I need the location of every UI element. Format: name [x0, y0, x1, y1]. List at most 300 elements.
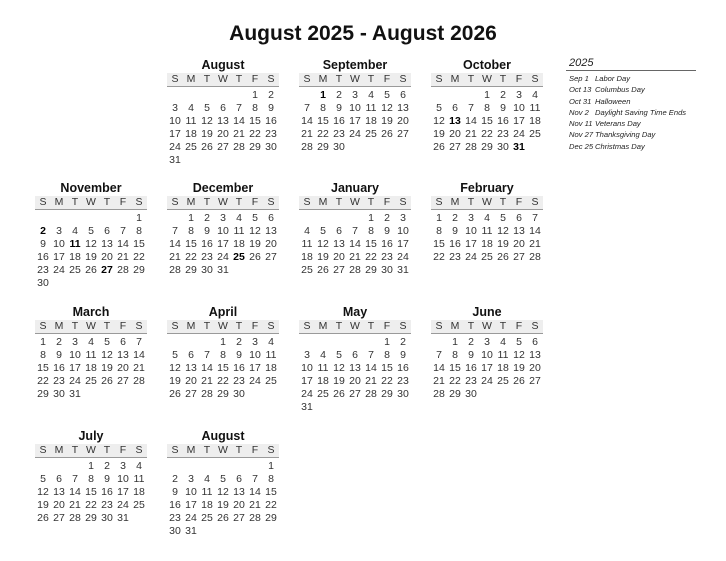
- day-cell[interactable]: 13: [349, 362, 361, 374]
- day-cell[interactable]: 6: [336, 225, 342, 237]
- day-cell[interactable]: 19: [249, 238, 261, 250]
- day-cell[interactable]: 1: [384, 336, 390, 348]
- day-cell[interactable]: 23: [465, 375, 477, 387]
- day-cell[interactable]: 3: [304, 349, 310, 361]
- day-cell[interactable]: 18: [133, 486, 145, 498]
- day-cell[interactable]: 18: [365, 115, 377, 127]
- day-cell[interactable]: 16: [53, 362, 65, 374]
- day-cell[interactable]: 10: [249, 349, 261, 361]
- day-cell[interactable]: 20: [333, 251, 345, 263]
- day-cell[interactable]: 23: [265, 128, 277, 140]
- day-cell[interactable]: 21: [169, 251, 181, 263]
- day-cell[interactable]: 3: [484, 336, 490, 348]
- day-cell[interactable]: 17: [117, 486, 129, 498]
- day-cell[interactable]: 30: [497, 141, 509, 153]
- day-cell[interactable]: 9: [204, 225, 210, 237]
- day-cell[interactable]: 23: [201, 251, 213, 263]
- day-cell[interactable]: 19: [37, 499, 49, 511]
- day-cell[interactable]: 4: [532, 89, 538, 101]
- day-cell[interactable]: 14: [201, 362, 213, 374]
- day-cell[interactable]: 3: [400, 212, 406, 224]
- day-cell[interactable]: 9: [452, 225, 458, 237]
- day-cell[interactable]: 2: [40, 225, 46, 237]
- day-cell[interactable]: 21: [529, 238, 541, 250]
- day-cell[interactable]: 8: [436, 225, 442, 237]
- day-cell[interactable]: 6: [352, 349, 358, 361]
- day-cell[interactable]: 15: [249, 115, 261, 127]
- day-cell[interactable]: 8: [252, 102, 258, 114]
- day-cell[interactable]: 6: [400, 89, 406, 101]
- day-cell[interactable]: 13: [53, 486, 65, 498]
- day-cell[interactable]: 6: [104, 225, 110, 237]
- day-cell[interactable]: 21: [301, 128, 313, 140]
- day-cell[interactable]: 22: [265, 499, 277, 511]
- day-cell[interactable]: 29: [85, 512, 97, 524]
- day-cell[interactable]: 14: [529, 225, 541, 237]
- day-cell[interactable]: 2: [56, 336, 62, 348]
- day-cell[interactable]: 27: [217, 141, 229, 153]
- day-cell[interactable]: 24: [249, 375, 261, 387]
- day-cell[interactable]: 3: [56, 225, 62, 237]
- day-cell[interactable]: 5: [516, 336, 522, 348]
- day-cell[interactable]: 31: [117, 512, 129, 524]
- day-cell[interactable]: 19: [381, 115, 393, 127]
- day-cell[interactable]: 14: [133, 349, 145, 361]
- day-cell[interactable]: 12: [333, 362, 345, 374]
- day-cell[interactable]: 11: [317, 362, 329, 374]
- day-cell[interactable]: 18: [497, 362, 509, 374]
- day-cell[interactable]: 29: [365, 264, 377, 276]
- day-cell[interactable]: 12: [497, 225, 509, 237]
- day-cell[interactable]: 19: [101, 362, 113, 374]
- day-cell[interactable]: 6: [532, 336, 538, 348]
- day-cell[interactable]: 29: [217, 388, 229, 400]
- day-cell[interactable]: 16: [497, 115, 509, 127]
- day-cell[interactable]: 6: [188, 349, 194, 361]
- day-cell[interactable]: 6: [452, 102, 458, 114]
- day-cell[interactable]: 20: [513, 238, 525, 250]
- day-cell[interactable]: 10: [69, 349, 81, 361]
- day-cell[interactable]: 8: [188, 225, 194, 237]
- day-cell[interactable]: 29: [317, 141, 329, 153]
- day-cell[interactable]: 15: [449, 362, 461, 374]
- day-cell[interactable]: 23: [333, 128, 345, 140]
- day-cell[interactable]: 2: [236, 336, 242, 348]
- day-cell[interactable]: 21: [433, 375, 445, 387]
- day-cell[interactable]: 5: [384, 89, 390, 101]
- day-cell[interactable]: 3: [172, 102, 178, 114]
- day-cell[interactable]: 24: [301, 388, 313, 400]
- day-cell[interactable]: 26: [217, 512, 229, 524]
- day-cell[interactable]: 13: [397, 102, 409, 114]
- day-cell[interactable]: 21: [465, 128, 477, 140]
- day-cell[interactable]: 17: [69, 362, 81, 374]
- day-cell[interactable]: 11: [233, 225, 245, 237]
- day-cell[interactable]: 15: [37, 362, 49, 374]
- day-cell[interactable]: 2: [468, 336, 474, 348]
- day-cell[interactable]: 29: [133, 264, 145, 276]
- day-cell[interactable]: 7: [436, 349, 442, 361]
- day-cell[interactable]: 25: [365, 128, 377, 140]
- day-cell[interactable]: 25: [201, 512, 213, 524]
- day-cell[interactable]: 25: [497, 375, 509, 387]
- day-cell[interactable]: 30: [169, 525, 181, 537]
- day-cell[interactable]: 1: [436, 212, 442, 224]
- day-cell[interactable]: 30: [53, 388, 65, 400]
- day-cell[interactable]: 2: [384, 212, 390, 224]
- day-cell[interactable]: 25: [265, 375, 277, 387]
- day-cell[interactable]: 1: [368, 212, 374, 224]
- day-cell[interactable]: 17: [397, 238, 409, 250]
- day-cell[interactable]: 18: [85, 362, 97, 374]
- day-cell[interactable]: 27: [265, 251, 277, 263]
- day-cell[interactable]: 10: [53, 238, 65, 250]
- day-cell[interactable]: 3: [188, 473, 194, 485]
- day-cell[interactable]: 13: [117, 349, 129, 361]
- day-cell[interactable]: 28: [465, 141, 477, 153]
- day-cell[interactable]: 4: [500, 336, 506, 348]
- day-cell[interactable]: 16: [265, 115, 277, 127]
- day-cell[interactable]: 16: [465, 362, 477, 374]
- day-cell[interactable]: 17: [301, 375, 313, 387]
- day-cell[interactable]: 8: [452, 349, 458, 361]
- day-cell[interactable]: 23: [169, 512, 181, 524]
- day-cell[interactable]: 20: [101, 251, 113, 263]
- day-cell[interactable]: 25: [85, 375, 97, 387]
- day-cell[interactable]: 27: [333, 264, 345, 276]
- day-cell[interactable]: 28: [365, 388, 377, 400]
- day-cell[interactable]: 11: [497, 349, 509, 361]
- day-cell[interactable]: 8: [268, 473, 274, 485]
- day-cell[interactable]: 8: [484, 102, 490, 114]
- day-cell[interactable]: 25: [301, 264, 313, 276]
- day-cell[interactable]: 25: [185, 141, 197, 153]
- day-cell[interactable]: 11: [133, 473, 145, 485]
- day-cell[interactable]: 3: [220, 212, 226, 224]
- day-cell[interactable]: 26: [249, 251, 261, 263]
- day-cell[interactable]: 22: [217, 375, 229, 387]
- day-cell[interactable]: 9: [336, 102, 342, 114]
- day-cell[interactable]: 30: [381, 264, 393, 276]
- day-cell[interactable]: 20: [53, 499, 65, 511]
- day-cell[interactable]: 15: [365, 238, 377, 250]
- day-cell[interactable]: 21: [117, 251, 129, 263]
- day-cell[interactable]: 5: [40, 473, 46, 485]
- day-cell[interactable]: 24: [53, 264, 65, 276]
- day-cell[interactable]: 5: [172, 349, 178, 361]
- day-cell[interactable]: 21: [133, 362, 145, 374]
- day-cell[interactable]: 16: [169, 499, 181, 511]
- day-cell[interactable]: 30: [201, 264, 213, 276]
- day-cell[interactable]: 17: [169, 128, 181, 140]
- day-cell[interactable]: 26: [201, 141, 213, 153]
- day-cell[interactable]: 19: [513, 362, 525, 374]
- day-cell[interactable]: 2: [172, 473, 178, 485]
- day-cell[interactable]: 14: [249, 486, 261, 498]
- day-cell[interactable]: 24: [513, 128, 525, 140]
- day-cell[interactable]: 29: [381, 388, 393, 400]
- day-cell[interactable]: 25: [133, 499, 145, 511]
- day-cell[interactable]: 7: [72, 473, 78, 485]
- day-cell[interactable]: 26: [169, 388, 181, 400]
- day-cell[interactable]: 29: [449, 388, 461, 400]
- day-cell[interactable]: 20: [397, 115, 409, 127]
- day-cell[interactable]: 18: [185, 128, 197, 140]
- day-cell[interactable]: 15: [133, 238, 145, 250]
- day-cell[interactable]: 25: [481, 251, 493, 263]
- day-cell[interactable]: 15: [481, 115, 493, 127]
- day-cell[interactable]: 28: [529, 251, 541, 263]
- day-cell[interactable]: 9: [172, 486, 178, 498]
- day-cell[interactable]: 1: [40, 336, 46, 348]
- day-cell[interactable]: 6: [268, 212, 274, 224]
- day-cell[interactable]: 26: [85, 264, 97, 276]
- day-cell[interactable]: 4: [304, 225, 310, 237]
- day-cell[interactable]: 27: [53, 512, 65, 524]
- day-cell[interactable]: 9: [500, 102, 506, 114]
- day-cell[interactable]: 11: [365, 102, 377, 114]
- day-cell[interactable]: 24: [117, 499, 129, 511]
- day-cell[interactable]: 4: [236, 212, 242, 224]
- day-cell[interactable]: 4: [204, 473, 210, 485]
- day-cell[interactable]: 15: [433, 238, 445, 250]
- day-cell[interactable]: 30: [233, 388, 245, 400]
- day-cell[interactable]: 15: [265, 486, 277, 498]
- day-cell[interactable]: 29: [185, 264, 197, 276]
- day-cell[interactable]: 30: [333, 141, 345, 153]
- day-cell[interactable]: 26: [317, 264, 329, 276]
- day-cell[interactable]: 10: [217, 225, 229, 237]
- day-cell[interactable]: 11: [185, 115, 197, 127]
- day-cell[interactable]: 10: [465, 225, 477, 237]
- day-cell[interactable]: 28: [433, 388, 445, 400]
- day-cell[interactable]: 14: [301, 115, 313, 127]
- day-cell[interactable]: 12: [169, 362, 181, 374]
- day-cell[interactable]: 5: [320, 225, 326, 237]
- day-cell[interactable]: 28: [249, 512, 261, 524]
- day-cell[interactable]: 17: [481, 362, 493, 374]
- day-cell[interactable]: 1: [320, 89, 326, 101]
- day-cell[interactable]: 27: [449, 141, 461, 153]
- day-cell[interactable]: 22: [317, 128, 329, 140]
- day-cell[interactable]: 16: [37, 251, 49, 263]
- day-cell[interactable]: 3: [468, 212, 474, 224]
- day-cell[interactable]: 18: [481, 238, 493, 250]
- day-cell[interactable]: 16: [449, 238, 461, 250]
- day-cell[interactable]: 8: [40, 349, 46, 361]
- day-cell[interactable]: 13: [233, 486, 245, 498]
- day-cell[interactable]: 22: [481, 128, 493, 140]
- day-cell[interactable]: 21: [349, 251, 361, 263]
- day-cell[interactable]: 12: [317, 238, 329, 250]
- day-cell[interactable]: 12: [217, 486, 229, 498]
- day-cell[interactable]: 22: [249, 128, 261, 140]
- day-cell[interactable]: 18: [265, 362, 277, 374]
- day-cell[interactable]: 16: [101, 486, 113, 498]
- day-cell[interactable]: 22: [433, 251, 445, 263]
- day-cell[interactable]: 23: [449, 251, 461, 263]
- day-cell[interactable]: 12: [381, 102, 393, 114]
- day-cell[interactable]: 22: [85, 499, 97, 511]
- day-cell[interactable]: 20: [449, 128, 461, 140]
- day-cell[interactable]: 9: [268, 102, 274, 114]
- day-cell[interactable]: 2: [452, 212, 458, 224]
- day-cell[interactable]: 2: [500, 89, 506, 101]
- day-cell[interactable]: 26: [433, 141, 445, 153]
- day-cell[interactable]: 31: [397, 264, 409, 276]
- day-cell[interactable]: 19: [169, 375, 181, 387]
- day-cell[interactable]: 3: [516, 89, 522, 101]
- day-cell[interactable]: 25: [529, 128, 541, 140]
- day-cell[interactable]: 14: [433, 362, 445, 374]
- day-cell[interactable]: 4: [368, 89, 374, 101]
- day-cell[interactable]: 6: [56, 473, 62, 485]
- day-cell[interactable]: 27: [101, 264, 113, 276]
- day-cell[interactable]: 25: [317, 388, 329, 400]
- day-cell[interactable]: 15: [381, 362, 393, 374]
- day-cell[interactable]: 10: [301, 362, 313, 374]
- day-cell[interactable]: 20: [529, 362, 541, 374]
- day-cell[interactable]: 23: [233, 375, 245, 387]
- day-cell[interactable]: 9: [40, 238, 46, 250]
- day-cell[interactable]: 9: [56, 349, 62, 361]
- day-cell[interactable]: 8: [384, 349, 390, 361]
- day-cell[interactable]: 21: [201, 375, 213, 387]
- day-cell[interactable]: 16: [397, 362, 409, 374]
- day-cell[interactable]: 8: [368, 225, 374, 237]
- day-cell[interactable]: 12: [101, 349, 113, 361]
- day-cell[interactable]: 10: [185, 486, 197, 498]
- day-cell[interactable]: 17: [53, 251, 65, 263]
- day-cell[interactable]: 5: [204, 102, 210, 114]
- day-cell[interactable]: 20: [265, 238, 277, 250]
- day-cell[interactable]: 24: [481, 375, 493, 387]
- day-cell[interactable]: 27: [513, 251, 525, 263]
- day-cell[interactable]: 27: [349, 388, 361, 400]
- day-cell[interactable]: 14: [69, 486, 81, 498]
- day-cell[interactable]: 30: [37, 277, 49, 289]
- day-cell[interactable]: 28: [133, 375, 145, 387]
- day-cell[interactable]: 10: [169, 115, 181, 127]
- day-cell[interactable]: 5: [500, 212, 506, 224]
- day-cell[interactable]: 28: [169, 264, 181, 276]
- day-cell[interactable]: 19: [201, 128, 213, 140]
- day-cell[interactable]: 24: [349, 128, 361, 140]
- day-cell[interactable]: 22: [133, 251, 145, 263]
- day-cell[interactable]: 14: [117, 238, 129, 250]
- day-cell[interactable]: 19: [217, 499, 229, 511]
- day-cell[interactable]: 12: [201, 115, 213, 127]
- day-cell[interactable]: 24: [217, 251, 229, 263]
- day-cell[interactable]: 23: [101, 499, 113, 511]
- day-cell[interactable]: 7: [204, 349, 210, 361]
- day-cell[interactable]: 7: [172, 225, 178, 237]
- day-cell[interactable]: 26: [381, 128, 393, 140]
- day-cell[interactable]: 19: [317, 251, 329, 263]
- day-cell[interactable]: 3: [72, 336, 78, 348]
- day-cell[interactable]: 11: [301, 238, 313, 250]
- day-cell[interactable]: 2: [336, 89, 342, 101]
- day-cell[interactable]: 28: [117, 264, 129, 276]
- day-cell[interactable]: 4: [88, 336, 94, 348]
- day-cell[interactable]: 13: [449, 115, 461, 127]
- day-cell[interactable]: 6: [220, 102, 226, 114]
- day-cell[interactable]: 18: [317, 375, 329, 387]
- day-cell[interactable]: 21: [233, 128, 245, 140]
- day-cell[interactable]: 13: [529, 349, 541, 361]
- day-cell[interactable]: 22: [185, 251, 197, 263]
- day-cell[interactable]: 26: [497, 251, 509, 263]
- day-cell[interactable]: 1: [136, 212, 142, 224]
- day-cell[interactable]: 20: [349, 375, 361, 387]
- day-cell[interactable]: 11: [85, 349, 97, 361]
- day-cell[interactable]: 23: [53, 375, 65, 387]
- day-cell[interactable]: 4: [320, 349, 326, 361]
- day-cell[interactable]: 30: [397, 388, 409, 400]
- day-cell[interactable]: 7: [368, 349, 374, 361]
- day-cell[interactable]: 1: [484, 89, 490, 101]
- day-cell[interactable]: 23: [497, 128, 509, 140]
- day-cell[interactable]: 27: [117, 375, 129, 387]
- day-cell[interactable]: 29: [249, 141, 261, 153]
- day-cell[interactable]: 1: [88, 460, 94, 472]
- day-cell[interactable]: 22: [449, 375, 461, 387]
- day-cell[interactable]: 19: [333, 375, 345, 387]
- day-cell[interactable]: 10: [513, 102, 525, 114]
- day-cell[interactable]: 12: [85, 238, 97, 250]
- day-cell[interactable]: 7: [136, 336, 142, 348]
- day-cell[interactable]: 19: [85, 251, 97, 263]
- day-cell[interactable]: 24: [185, 512, 197, 524]
- day-cell[interactable]: 4: [72, 225, 78, 237]
- day-cell[interactable]: 14: [233, 115, 245, 127]
- day-cell[interactable]: 9: [236, 349, 242, 361]
- day-cell[interactable]: 28: [349, 264, 361, 276]
- day-cell[interactable]: 22: [365, 251, 377, 263]
- day-cell[interactable]: 8: [136, 225, 142, 237]
- day-cell[interactable]: 30: [465, 388, 477, 400]
- day-cell[interactable]: 26: [37, 512, 49, 524]
- day-cell[interactable]: 15: [185, 238, 197, 250]
- day-cell[interactable]: 20: [117, 362, 129, 374]
- day-cell[interactable]: 17: [217, 238, 229, 250]
- day-cell[interactable]: 2: [204, 212, 210, 224]
- day-cell[interactable]: 15: [317, 115, 329, 127]
- day-cell[interactable]: 16: [333, 115, 345, 127]
- day-cell[interactable]: 9: [400, 349, 406, 361]
- day-cell[interactable]: 13: [217, 115, 229, 127]
- day-cell[interactable]: 13: [185, 362, 197, 374]
- day-cell[interactable]: 24: [397, 251, 409, 263]
- day-cell[interactable]: 8: [320, 102, 326, 114]
- day-cell[interactable]: 10: [481, 349, 493, 361]
- day-cell[interactable]: 7: [120, 225, 126, 237]
- day-cell[interactable]: 27: [185, 388, 197, 400]
- day-cell[interactable]: 4: [268, 336, 274, 348]
- day-cell[interactable]: 14: [169, 238, 181, 250]
- day-cell[interactable]: 26: [101, 375, 113, 387]
- day-cell[interactable]: 22: [381, 375, 393, 387]
- day-cell[interactable]: 13: [513, 225, 525, 237]
- day-cell[interactable]: 7: [252, 473, 258, 485]
- day-cell[interactable]: 1: [252, 89, 258, 101]
- day-cell[interactable]: 26: [333, 388, 345, 400]
- day-cell[interactable]: 12: [249, 225, 261, 237]
- day-cell[interactable]: 23: [397, 375, 409, 387]
- day-cell[interactable]: 27: [529, 375, 541, 387]
- day-cell[interactable]: 29: [265, 512, 277, 524]
- day-cell[interactable]: 28: [69, 512, 81, 524]
